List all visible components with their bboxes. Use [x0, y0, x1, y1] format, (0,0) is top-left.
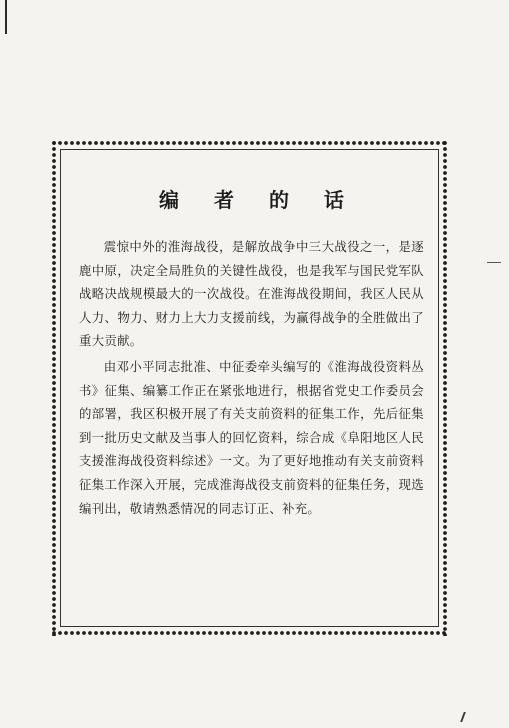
frame-border-top	[51, 140, 448, 146]
scan-margin-mark	[487, 262, 501, 263]
paragraph-1: 震惊中外的淮海战役，是解放战争中三大战役之一，是逐鹿中原，决定全局胜负的关键性战役，也是我军与国民党军队战略决战规模最大的一次战役。在淮海战役期间，我区人民从人力、物力、财力上大力支援前线，为赢得战争的全胜做出了重大贡献。	[79, 239, 424, 349]
editor-note-body	[79, 184, 424, 520]
paragraph-2: 由邓小平同志批准、中征委牵头编写的《淮海战役资料丛书》征集、编纂工作正在紧张地进行，根据省党史工作委员会的部署，我区积极开展了有关支前资料的征集工作，先后征集到一批历史文献及当事人的回忆资料，综合成《阜阳地区人民支援淮海战役资料综述》一文。为了更好地推动有关支前资料征集工作深入开展，完成淮海战役支前资料的征集任务，现选编刊出，敬请熟悉情况的同志订正、补充。	[79, 358, 424, 516]
page-title: 编 者 的 话	[159, 188, 358, 212]
scan-corner-mark	[460, 712, 472, 722]
frame-border-bottom	[51, 630, 448, 636]
decorative-frame	[51, 140, 448, 636]
scan-edge-mark	[5, 0, 7, 34]
frame-border-right	[442, 140, 448, 636]
frame-border-left	[51, 140, 57, 636]
